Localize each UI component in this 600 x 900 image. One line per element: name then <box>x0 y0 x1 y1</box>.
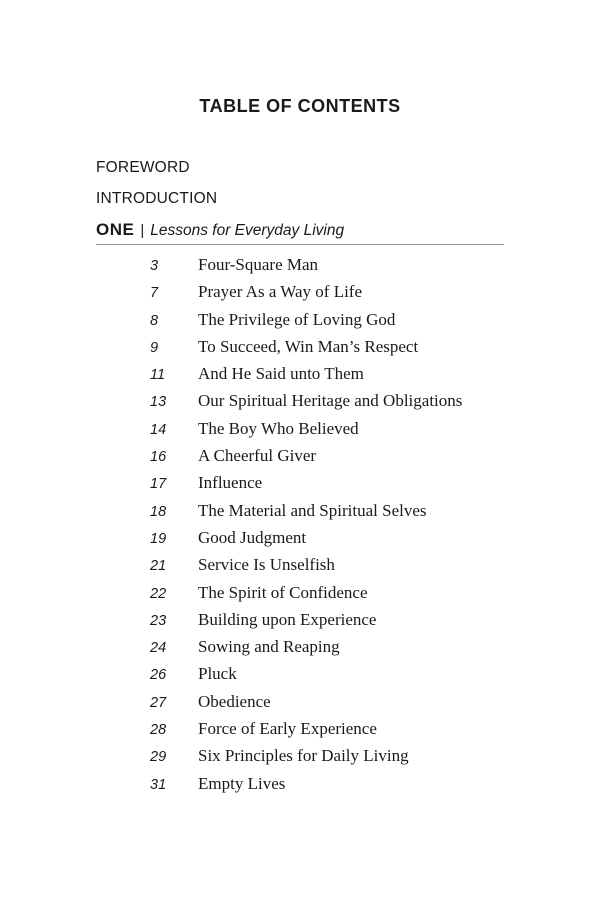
toc-entry-title: The Boy Who Believed <box>198 418 359 438</box>
toc-entry-title: Force of Early Experience <box>198 719 377 739</box>
toc-page-number: 24 <box>150 640 167 657</box>
toc-page-number: 3 <box>150 258 159 274</box>
toc-list <box>0 252 600 798</box>
toc-page-number: 13 <box>150 394 167 411</box>
toc-entry[interactable] <box>0 416 600 443</box>
toc-entry[interactable] <box>0 443 600 470</box>
toc-entry-title: Empty Lives <box>198 773 286 793</box>
toc-page-number: 17 <box>150 476 167 493</box>
toc-entry[interactable] <box>0 252 600 279</box>
section-number: ONE <box>96 220 135 239</box>
toc-entry-title: To Succeed, Win Man’s Respect <box>198 336 419 356</box>
toc-page-number: 27 <box>150 694 167 711</box>
toc-entry-title: A Cheerful Giver <box>198 446 317 466</box>
toc-entry[interactable] <box>0 689 600 716</box>
toc-page-number: 18 <box>150 503 167 520</box>
toc-entry-title: Obedience <box>198 691 271 711</box>
toc-entry-title: Influence <box>198 473 263 493</box>
toc-entry-title: And He Said unto Them <box>198 364 364 384</box>
toc-entry-title: The Spirit of Confidence <box>198 582 368 602</box>
toc-entry-title: Service Is Unselfish <box>198 555 335 575</box>
toc-foreword[interactable]: FOREWORD <box>96 159 190 176</box>
toc-page-number: 22 <box>150 585 167 602</box>
toc-page-number: 14 <box>150 421 167 438</box>
toc-introduction[interactable]: INTRODUCTION <box>96 190 218 207</box>
toc-entry-title: The Privilege of Loving God <box>198 309 396 329</box>
toc-page-number: 29 <box>150 749 167 766</box>
toc-page-number: 28 <box>150 722 167 739</box>
toc-entry[interactable] <box>0 716 600 743</box>
toc-page-number: 9 <box>150 339 159 356</box>
section-separator: | <box>140 222 145 239</box>
toc-entry[interactable] <box>0 661 600 688</box>
toc-page-number: 8 <box>150 312 159 329</box>
toc-entry[interactable] <box>0 743 600 770</box>
toc-entry-title: The Material and Spiritual Selves <box>198 500 427 520</box>
toc-entry-title: Six Principles for Daily Living <box>198 746 409 766</box>
toc-entry-title: Pluck <box>198 664 237 684</box>
toc-entry[interactable] <box>0 279 600 306</box>
toc-entry[interactable] <box>0 634 600 661</box>
toc-entry-title: Good Judgment <box>198 527 307 547</box>
toc-page-number: 23 <box>150 612 167 629</box>
toc-entry-title: Sowing and Reaping <box>198 637 340 657</box>
toc-entry[interactable] <box>0 361 600 388</box>
toc-page-number: 7 <box>150 285 159 302</box>
toc-entry[interactable] <box>0 552 600 579</box>
toc-entry[interactable] <box>0 607 600 634</box>
toc-entry-title: Our Spiritual Heritage and Obligations <box>198 391 463 411</box>
toc-entry[interactable] <box>0 334 600 361</box>
section-heading[interactable] <box>96 220 504 245</box>
toc-entry-title: Four-Square Man <box>198 255 319 274</box>
toc-entry[interactable] <box>0 307 600 334</box>
toc-page-number: 16 <box>150 449 167 466</box>
toc-entry[interactable] <box>0 388 600 415</box>
toc-page-number: 21 <box>150 558 167 575</box>
page-title: TABLE OF CONTENTS <box>199 96 401 116</box>
toc-page-number: 11 <box>150 367 166 384</box>
toc-entry-title: Building upon Experience <box>198 609 377 629</box>
toc-page-number: 31 <box>150 776 167 793</box>
toc-entry[interactable] <box>0 771 600 798</box>
toc-page-number: 19 <box>150 530 167 547</box>
toc-entry[interactable] <box>0 580 600 607</box>
toc-entry[interactable] <box>0 498 600 525</box>
toc-page-number: 26 <box>150 667 167 684</box>
toc-entry[interactable] <box>0 470 600 497</box>
toc-entry[interactable] <box>0 525 600 552</box>
section-title: Lessons for Everyday Living <box>150 222 345 239</box>
toc-entry-title: Prayer As a Way of Life <box>198 282 363 302</box>
